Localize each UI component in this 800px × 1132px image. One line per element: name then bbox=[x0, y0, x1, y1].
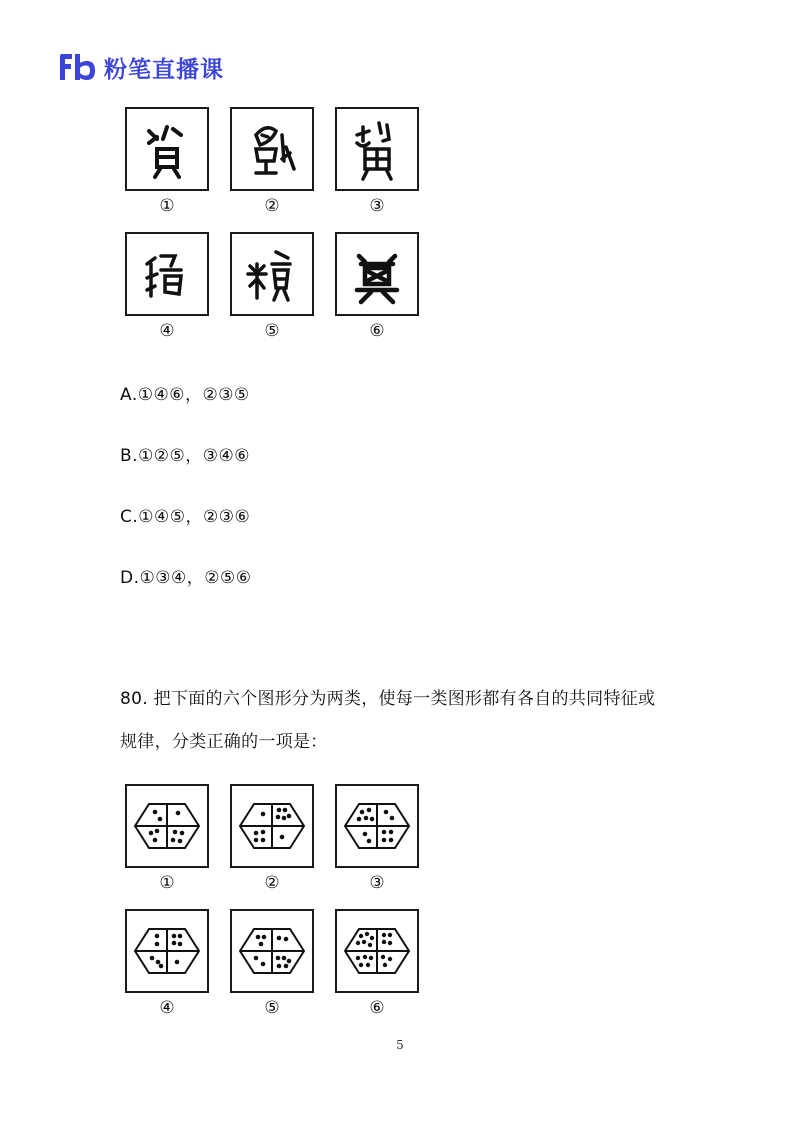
hexagon-dots-icon bbox=[337, 911, 417, 991]
option-b[interactable]: B.①②⑤，③④⑥ bbox=[120, 446, 251, 466]
option-d[interactable]: D.①③④，②⑤⑥ bbox=[120, 568, 252, 588]
option-c[interactable]: C.①④⑤，②③⑥ bbox=[120, 507, 251, 527]
fb-logo-icon bbox=[58, 52, 98, 82]
seal-glyph-icon bbox=[337, 109, 417, 189]
q79-figure-1 bbox=[125, 107, 209, 191]
q80-label-5: ⑤ bbox=[264, 998, 280, 1018]
q79-label-1: ① bbox=[159, 196, 175, 216]
hexagon-dots-icon bbox=[232, 911, 312, 991]
q80-label-6: ⑥ bbox=[369, 998, 385, 1018]
q80-figure-1 bbox=[125, 784, 209, 868]
brand-logo bbox=[58, 52, 224, 82]
hexagon-dots-icon bbox=[127, 911, 207, 991]
q80-stem-line-2: 规律，分类正确的一项是： bbox=[120, 732, 328, 752]
q79-figure-6 bbox=[335, 232, 419, 316]
seal-glyph-icon bbox=[127, 109, 207, 189]
q79-figure-3 bbox=[335, 107, 419, 191]
q80-label-3: ③ bbox=[369, 873, 385, 893]
q79-label-6: ⑥ bbox=[369, 321, 385, 341]
q80-figure-3 bbox=[335, 784, 419, 868]
q79-figure-2 bbox=[230, 107, 314, 191]
seal-glyph-icon bbox=[232, 109, 312, 189]
q80-stem-line-1: 80. 把下面的六个图形分为两类，使每一类图形都有各自的共同特征或 bbox=[120, 689, 656, 709]
hexagon-dots-icon bbox=[127, 786, 207, 866]
q79-label-5: ⑤ bbox=[264, 321, 280, 341]
seal-glyph-icon bbox=[232, 234, 312, 314]
brand-name: 粉笔直播课 bbox=[104, 56, 224, 83]
q79-figure-5 bbox=[230, 232, 314, 316]
q80-label-4: ④ bbox=[159, 998, 175, 1018]
page-number: 5 bbox=[396, 1038, 404, 1052]
q80-figure-4 bbox=[125, 909, 209, 993]
seal-glyph-icon bbox=[337, 234, 417, 314]
q80-figure-6 bbox=[335, 909, 419, 993]
q80-figure-5 bbox=[230, 909, 314, 993]
q79-label-4: ④ bbox=[159, 321, 175, 341]
option-a[interactable]: A.①④⑥，②③⑤ bbox=[120, 385, 250, 405]
q80-label-2: ② bbox=[264, 873, 280, 893]
seal-glyph-icon bbox=[127, 234, 207, 314]
q80-label-1: ① bbox=[159, 873, 175, 893]
q79-label-3: ③ bbox=[369, 196, 385, 216]
q79-figure-4 bbox=[125, 232, 209, 316]
q80-figure-2 bbox=[230, 784, 314, 868]
hexagon-dots-icon bbox=[232, 786, 312, 866]
hexagon-dots-icon bbox=[337, 786, 417, 866]
q79-label-2: ② bbox=[264, 196, 280, 216]
